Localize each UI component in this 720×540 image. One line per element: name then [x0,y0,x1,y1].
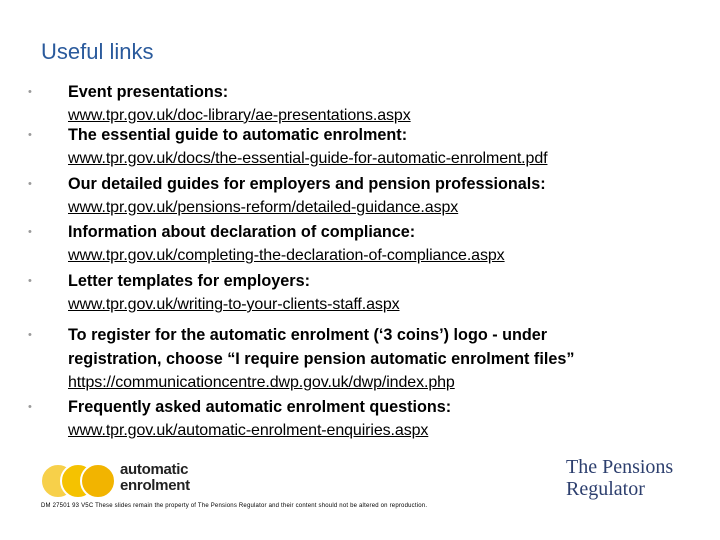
link-heading: Information about declaration of compliance: [68,223,416,241]
bullet-icon: • [28,129,32,141]
bullet-icon: • [28,86,32,98]
link-heading: Letter templates for employers: [68,272,310,290]
link-url[interactable]: www.tpr.gov.uk/docs/the-essential-guide-for-automatic-enrolment.pdf [68,150,548,167]
link-url[interactable]: https://communicationcentre.dwp.gov.uk/dwp/index.php [68,374,455,391]
automatic-enrolment-logo [40,460,200,500]
link-heading: registration, choose “I require pension automatic enrolment files” [68,350,575,368]
link-url[interactable]: www.tpr.gov.uk/doc-library/ae-presentations.aspx [68,107,411,124]
ae-wordmark: automatic enrolment [120,461,190,494]
bullet-icon: • [28,329,32,341]
link-heading: Our detailed guides for employers and pension professionals: [68,175,546,193]
bullet-icon: • [28,226,32,238]
link-url[interactable]: www.tpr.gov.uk/completing-the-declaration-of-compliance.aspx [68,247,505,264]
tpr-logo-line: The Pensions [566,456,674,478]
link-heading: To register for the automatic enrolment (‘3 coins’) logo - under [68,326,548,344]
page-title: Useful links [41,39,154,64]
coin-icon [80,463,116,499]
tpr-logo-line: Regulator [566,478,645,500]
link-url[interactable]: www.tpr.gov.uk/pensions-reform/detailed-guidance.aspx [68,199,459,216]
footer-disclaimer: DM 27501 93 V5C These slides remain the property of The Pensions Regulator and their content should not be altered on reproduction. [41,503,428,509]
pensions-regulator-logo [566,456,706,500]
link-heading: Frequently asked automatic enrolment questions: [68,398,452,416]
link-url[interactable]: www.tpr.gov.uk/writing-to-your-clients-staff.aspx [68,296,400,313]
bullet-icon: • [28,275,32,287]
link-heading: Event presentations: [68,83,229,101]
link-url[interactable]: www.tpr.gov.uk/automatic-enrolment-enquiries.aspx [68,422,429,439]
link-heading: The essential guide to automatic enrolment: [68,126,408,144]
bullet-icon: • [28,178,32,190]
bullet-icon: • [28,401,32,413]
